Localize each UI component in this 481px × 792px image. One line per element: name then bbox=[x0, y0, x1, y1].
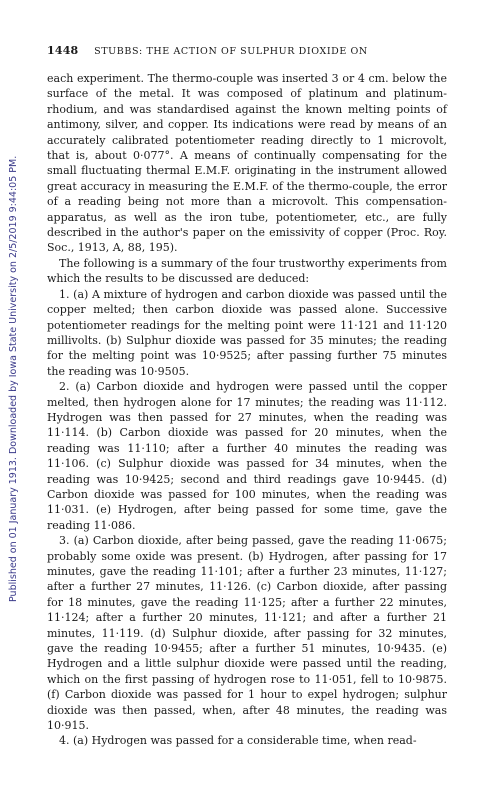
paragraph-experiment-3: 3. (a) Carbon dioxide, after being passed, gave the reading 11·0675; probably some oxide was present. (b) Hydrogen, after passing for 17 minutes, gave the reading 11·101; after a further 23 minutes, 11·127; after a further 27 minutes, 11·126. (c) Carbon dioxide, after passing for 18 minutes, gave the reading 11·125; after a further 22 minutes, 11·124; after a further 20 minutes, 11·121; and after a further 21 minutes, 11·119. (d) Sulphur dioxide, after passing for 32 minutes, gave the reading 10·9455; after a further 51 minutes, 10·9435. (e) Hydrogen and a little sulphur dioxide were passed until the reading, which on the first passing of hydrogen rose to 11·051, fell to 10·9875. (f) Carbon dioxide was passed for 1 hour to expel hydrogen; sulphur dioxide was then passed, when, after 48 minutes, the reading was 10·915. bbox=[47, 534, 447, 733]
page-number: 1448 bbox=[47, 44, 79, 57]
download-watermark bbox=[8, 82, 20, 602]
article-body bbox=[47, 71, 447, 749]
running-header bbox=[47, 44, 447, 60]
paragraph-experiment-1: 1. (a) A mixture of hydrogen and carbon dioxide was passed until the copper melted; then carbon dioxide was passed alone. Successive potentiometer readings for the melting point were 11·121 and 11·120 millivolts. (b) Sulphur dioxide was passed for 35 minutes; the reading for the melting point was 10·9525; after passing further 75 minutes the reading was 10·9505. bbox=[47, 287, 447, 378]
paragraph-summary-intro: The following is a summary of the four trustworthy experiments from which the results to be discussed are deduced: bbox=[47, 256, 447, 286]
paragraph-experiment-4: 4. (a) Hydrogen was passed for a considerable time, when read- bbox=[59, 734, 417, 748]
running-title: STUBBS: THE ACTION OF SULPHUR DIOXIDE ON bbox=[94, 46, 368, 57]
download-notice: Published on 01 January 1913. Downloaded by Iowa State University on 2/5/2019 9:44:05 PM. bbox=[8, 155, 19, 602]
paragraph-experiment-2: 2. (a) Carbon dioxide and hydrogen were passed until the copper melted, then hydrogen alone for 17 minutes; the reading was 11·112. Hydrogen was then passed for 27 minutes, when the reading was 11·114. (b) Carbon dioxide was passed for 20 minutes, when the reading was 11·110; after a further 40 minutes the reading was 11·106. (c) Sulphur dioxide was passed for 34 minutes, when the reading was 10·9425; second and third readings gave 10·9445. (d) Carbon dioxide was passed for 100 minutes, when the reading was 11·031. (e) Hydrogen, after being passed for some time, gave the reading 11·086. bbox=[47, 380, 447, 532]
paragraph-thermocouple: each experiment. The thermo-couple was inserted 3 or 4 cm. below the surface of the metal. It was composed of platinum and platinum-rhodium, and was standardised against the known melting points of antimony, silver, and copper. Its indications were read by means of an accurately calibrated potentiometer reading directly to 1 microvolt, that is, about 0·077°. A means of continually compensating for the small fluctuating thermal E.M.F. originating in the instrument allowed great accuracy in measuring the E.M.F. of the thermo-couple, the error of a reading being not more than a microvolt. This compensation-apparatus, as well as the iron tube, potentiometer, etc., are fully described in the author's paper on the emissivity of copper (Proc. Roy. Soc., 1913, A, 88, 195). bbox=[47, 72, 447, 255]
